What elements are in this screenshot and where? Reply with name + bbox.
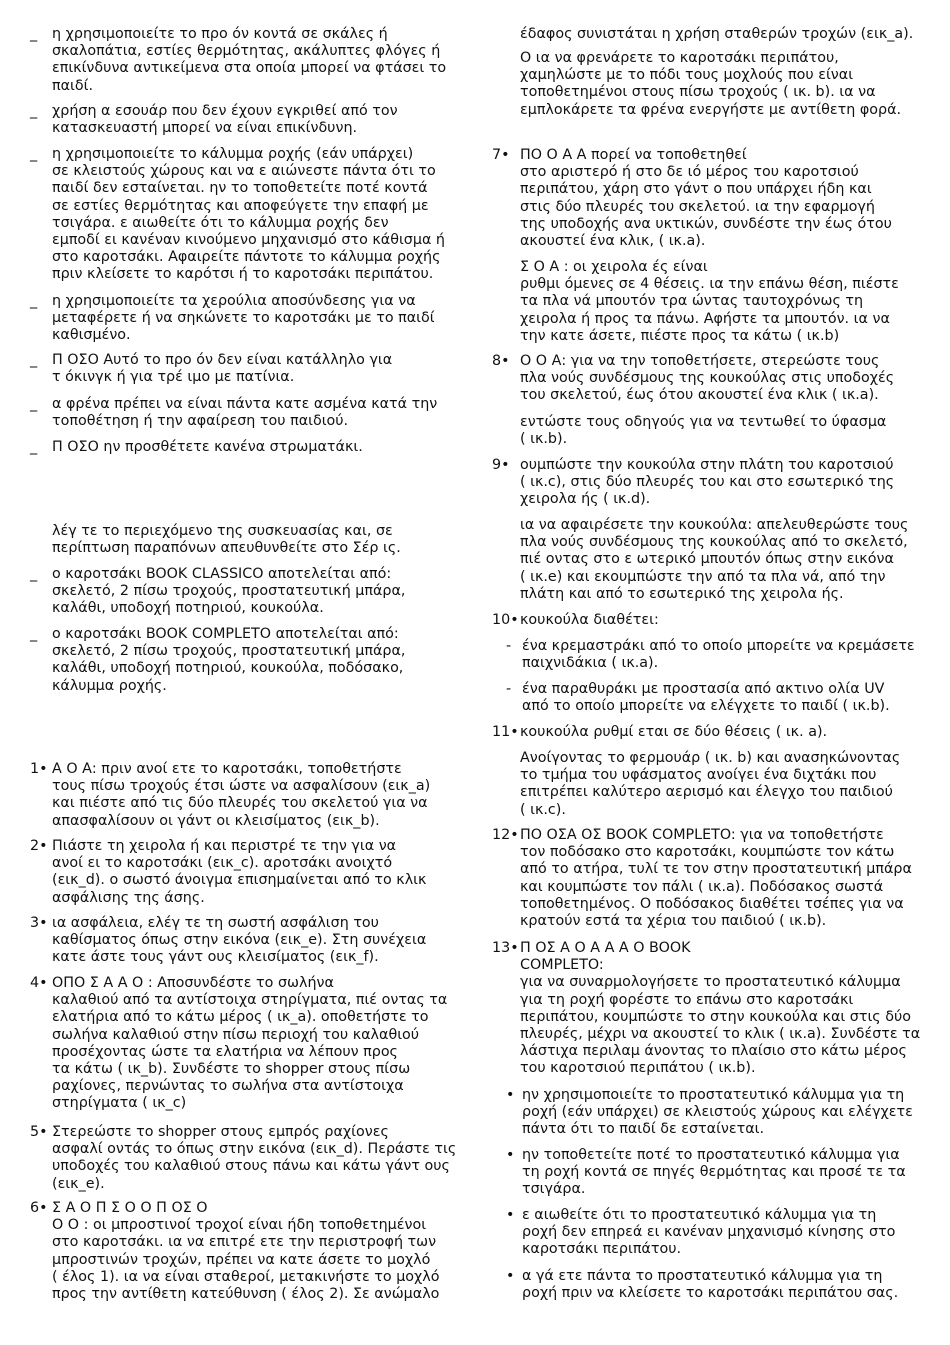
item-marker: _ [30, 396, 38, 412]
bullet-item [492, 1268, 922, 1302]
step-text: Ο Ο Α: για να την τοποθετήσετε, στερεώστε τους πλα νούς συνδέσμους της κουκούλας στις υποδοχές του σκελετού, έως ότου ακουστεί ένα κλικ ( ικ.a). [520, 353, 895, 404]
step-item [492, 147, 922, 250]
item-marker: _ [30, 293, 38, 309]
list-item [492, 638, 922, 672]
handle-note: Σ Ο Α : οι χειρολα ές είναι ρυθμι όμενες σε 4 θέσεις. ια την επάνω θέση, πιέστε τα πλα νά μπουτόν τρα ώντας ταυτοχρόνως τη χειρολα ή προς τα πάνω. Αφήστε τα μπουτόν. ια να την κατε άσετε, πιέστε προς τα κάτω ( ικ.b) [520, 259, 899, 344]
step-text: ΠΟ ΟΣΑ ΟΣ BOOK COMPLETO: για να τοποθετήστε τον ποδόσακο στο καροτσάκι, κουμπώστε τον κάτω από το ατήρα, τυλί τε τον στην προστατευτική μπάρα και κουμπώστε τον πάλι ( ικ.a). Ποδόσακος σωστά τοποθετημένος. Ο ποδόσακος διαθέτει τσέπες για να κρατούν εστά τα χέρια του παιδιού ( ικ.b). [520, 827, 912, 930]
bullet-item [492, 1087, 922, 1139]
item-text: η χρησιμοποιείτε τα χερούλια αποσύνδεσης για να μεταφέρετε ή να σηκώνετε το καροτσάκι με το παιδί καθισμένο. [52, 293, 435, 344]
step-number: 6• [30, 1200, 48, 1216]
step-text: Α Ο Α: πριν ανοί ετε το καροτσάκι, τοποθετήστε τους πίσω τροχούς έτσι ώστε να ασφαλίσουν (εικ_a) και πιέστε από τις δύο πλευρές του σκελετού για να απασφαλίσουν οι γάντ οι κλεισίματος (εικ_b). [52, 761, 431, 829]
item-text: ο καροτσάκι BOOK CLASSICO αποτελείται από: σκελετό, 2 πίσω τροχούς, προστατευτική μπάρα, καλάθι, υποδοχή ποτηριού, κουκούλα. [52, 566, 406, 617]
step-item [30, 761, 470, 830]
bullet-marker: • [506, 1087, 515, 1103]
step6-continuation: έδαφος συνιστάται η χρήση σταθερών τροχών (εικ_a). [520, 26, 914, 42]
list-item [492, 681, 922, 715]
step-text: Π ΟΣ Α Ο Α Α Α Ο BOOK COMPLETO: για να συναρμολογήσετε το προστατευτικό κάλυμμα για τη ροχή φορέστε το επάνω στο καροτσάκι περιπάτου, κουμπώστε το στην κουκούλα και στις δύο πλευρές, μέχρι να ακουστεί το κλικ ( ικ.a). Συνδέστε τα λάστιχα περιλαμ άνοντας το πλαίσιο στο κάτω μέρος του καροτσιού περιπάτου ( ικ.b). [520, 940, 921, 1077]
step-number: 4• [30, 975, 48, 991]
step-item [492, 457, 922, 509]
bullet-marker: • [506, 1147, 515, 1163]
step-number: 7• [492, 147, 510, 163]
item-marker: _ [30, 352, 38, 368]
step-number: 11• [492, 724, 519, 740]
bullet-text: ε αιωθείτε ότι το προστατευτικό κάλυμμα για τη ροχή δεν επηρεά ει κανέναν μηχανισμό κίνησης στο καροτσάκι περιπάτου. [522, 1207, 896, 1258]
step-item [30, 975, 470, 1113]
step-item [492, 724, 922, 741]
step-number: 8• [492, 353, 510, 369]
item-text: α φρένα πρέπει να είναι πάντα κατε ασμένα κατά την τοποθέτηση ή την αφαίρεση του παιδιού. [52, 396, 438, 430]
step-text: Στερεώστε το shopper στους εμπρός ραχίονες ασφαλί οντάς το όπως στην εικόνα (εικ_d). Περάστε τις υποδοχές του καλαθιού στους πάνω και κάτω γάντ ους (εικ_e). [52, 1124, 457, 1192]
bullet-text: ην τοποθετείτε ποτέ το προστατευτικό κάλυμμα για τη ροχή κοντά σε πηγές θερμότητας και προσέ τε τα τσιγάρα. [522, 1147, 906, 1198]
step-text: Πιάστε τη χειρολα ή και περιστρέ τε την για να ανοί ει το καροτσάκι (εικ_c). αροτσάκι ανοιχτό (εικ_d). ο σωστό άνοιγμα επισημαίνεται από το κλικ ασφάλισης της άσης. [52, 838, 427, 906]
bullet-text: ην χρησιμοποιείτε το προστατευτικό κάλυμμα για τη ροχή (εάν υπάρχει) σε κλειστούς χώρους και ελέγχετε πάντα ότι το παιδί δε εσταίνεται. [522, 1087, 913, 1138]
step11-note: Ανοίγοντας το φερμουάρ ( ικ. b) και ανασηκώνοντας το τμήμα του υφάσματος ανοίγει ένα διχτάκι που επιτρέπει καλύτερο αερισμό και έλεγχο του παιδιού ( ικ.c). [520, 750, 901, 818]
step-number: 5• [30, 1124, 48, 1140]
item-marker: _ [30, 626, 38, 642]
item-marker: - [506, 681, 512, 697]
item-marker: _ [30, 439, 38, 455]
step-item [492, 827, 922, 930]
step-item [30, 1200, 470, 1303]
bullet-marker: • [506, 1268, 515, 1284]
item-text: ο καροτσάκι BOOK COMPLETO αποτελείται από: σκελετό, 2 πίσω τροχούς, προστατευτική μπάρα, καλάθι, υποδοχή ποτηριού, κουκούλα, ποδόσακο, κάλυμμα ροχής. [52, 626, 406, 694]
item-marker: _ [30, 146, 38, 162]
step-item [30, 915, 470, 967]
step8-note: εντώστε τους οδηγούς για να τεντωθεί το ύφασμα ( ικ.b). [520, 414, 887, 448]
step-number: 13• [492, 940, 519, 956]
item-text: χρήση α εσουάρ που δεν έχουν εγκριθεί από τον κατασκευαστή μπορεί να είναι επικίνδυνη. [52, 103, 398, 137]
step-item [492, 353, 922, 405]
step-number: 9• [492, 457, 510, 473]
item-marker: _ [30, 566, 38, 582]
contents-intro: λέγ τε το περιεχόμενο της συσκευασίας και, σε περίπτωση παραπόνων απευθυνθείτε στο Σέρ ις. [52, 523, 401, 557]
item-text: η χρησιμοποιείτε το κάλυμμα ροχής (εάν υπάρχει) σε κλειστούς χώρους και να ε αιώνεστε πάντα ότι το παιδί δεν εσταίνεται. ην το τοποθετείτε ποτέ κοντά σε εστίες θερμότητας και αποφεύγετε την επαφή με τσιγάρα. ε αιωθείτε ότι το κάλυμμα ροχής δεν εμποδί ει κανέναν κινούμενο μηχανισμό στο κάθισμα ή στο καροτσάκι. Αφαιρείτε πάντοτε το κάλυμμα ροχής πριν κλείσετε το καρότσι ή το καροτσάκι περιπάτου. [52, 146, 445, 283]
brake-note: Ο ια να φρενάρετε το καροτσάκι περιπάτου, χαμηλώστε με το πόδι τους μοχλούς που είναι τοποθετημένοι στους πίσω τροχούς ( ικ. b). ια να εμπλοκάρετε τα φρένα ενεργήστε με αντίθετη φορά. [520, 50, 902, 118]
item-text: Π ΟΣΟ ην προσθέτετε κανένα στρωματάκι. [52, 439, 363, 455]
item-text: ένα παραθυράκι με προστασία από ακτινο ολία UV από το οποίο μπορείτε να ελέγχετε το παιδί ( ικ.b). [522, 681, 890, 715]
warning-item [30, 396, 470, 430]
step-number: 2• [30, 838, 48, 854]
step-text: ια ασφάλεια, ελέγ τε τη σωστή ασφάλιση του καθίσματος όπως στην εικόνα (εικ_e). Στη συνέχεια κατε άστε τους γάντ ους κλεισίματος (εικ_f). [52, 915, 427, 966]
contents-item [30, 626, 470, 695]
item-text: Π ΟΣΟ Αυτό το προ όν δεν είναι κατάλληλο για τ όκινγκ ή για τρέ ιμο με πατίνια. [52, 352, 393, 386]
warning-item [30, 103, 470, 137]
bullet-item [492, 1207, 922, 1259]
warning-item [30, 26, 470, 95]
item-marker: _ [30, 103, 38, 119]
item-marker: _ [30, 26, 38, 42]
contents-item [30, 566, 470, 618]
bullet-item [492, 1147, 922, 1199]
step-number: 1• [30, 761, 48, 777]
step-number: 3• [30, 915, 48, 931]
item-text: η χρησιμοποιείτε το προ όν κοντά σε σκάλες ή σκαλοπάτια, εστίες θερμότητας, ακάλυπτες φλόγες ή επικίνδυνα αντικείμενα στα οποία μπορεί να φτάσει το παιδί. [52, 26, 447, 94]
step-item [30, 838, 470, 907]
step-item [492, 940, 922, 1078]
step-text: ΟΠΟ Σ Α Α Ο : Αποσυνδέστε το σωλήνα καλαθιού από τα αντίστοιχα στηρίγματα, πιέ οντας τα ελατήρια από το κάτω μέρος ( ικ_a). οποθετήστε το σωλήνα καλαθιού στην πίσω περιοχή του καλαθιού προσέχοντας ώστε τα ελατήρια να λέπουν προς τα κάτω ( ικ_b). Συνδέστε το shopper στους πίσω ραχίονες, περνώντας το σωλήνα στα αντίστοιχα στηρίγματα ( ικ_c) [52, 975, 448, 1112]
step-item [492, 612, 922, 629]
step-text: κουκούλα ρυθμί εται σε δύο θέσεις ( ικ. a). [520, 724, 828, 740]
bullet-marker: • [506, 1207, 515, 1223]
step9-note: ια να αφαιρέσετε την κουκούλα: απελευθερώστε τους πλα νούς συνδέσμους της κουκούλας από το σκελετό, πιέ οντας στο ε ωτερικό μπουτόν όπως στην εικόνα ( ικ.e) και εκουμπώστε την από τα πλα νά, από την πλάτη και από το εσωτερικό της χειρολα ής. [520, 517, 909, 602]
item-text: ένα κρεμαστράκι από το οποίο μπορείτε να κρεμάσετε παιχνιδάκια ( ικ.a). [522, 638, 915, 672]
step-text: ουμπώστε την κουκούλα στην πλάτη του καροτσιού ( ικ.c), στις δύο πλευρές του και στο εσωτερικό της χειρολα ής ( ικ.d). [520, 457, 895, 508]
step-number: 10• [492, 612, 519, 628]
warning-item [30, 352, 470, 386]
step-text: Σ Α Ο Π Σ Ο Ο Π ΟΣ Ο Ο Ο : οι μπροστινοί τροχοί είναι ήδη τοποθετημένοι στο καροτσάκι. ια να επιτρέ ετε την περιστροφή των μπροστινών τροχών, πρέπει να κατε άσετε το μοχλό ( έλος 1). ια να είναι σταθεροί, μετακινήστε το μοχλό προς την αντίθετη κατεύθυνση ( έλος 2). Σε ανώμαλο [52, 1200, 440, 1303]
warning-item [30, 293, 470, 345]
step-item [30, 1124, 470, 1193]
bullet-text: α γά ετε πάντα το προστατευτικό κάλυμμα για τη ροχή πριν να κλείσετε το καροτσάκι περιπάτου σας. [522, 1268, 899, 1302]
step-number: 12• [492, 827, 519, 843]
step-text: κουκούλα διαθέτει: [520, 612, 659, 628]
step-text: ΠΟ Ο Α Α πορεί να τοποθετηθεί στο αριστερό ή στο δε ιό μέρος του καροτσιού περιπάτου, χάρη στο γάντ ο που υπάρχει ήδη και στις δύο πλευρές του σκελετού. ια την εφαρμογή της υποδοχής ανα υκτικών, συνδέστε την έως ότου ακουστεί ένα κλικ, ( ικ.a). [520, 147, 892, 250]
warning-item [30, 439, 470, 456]
item-marker: - [506, 638, 512, 654]
warning-item [30, 146, 470, 284]
